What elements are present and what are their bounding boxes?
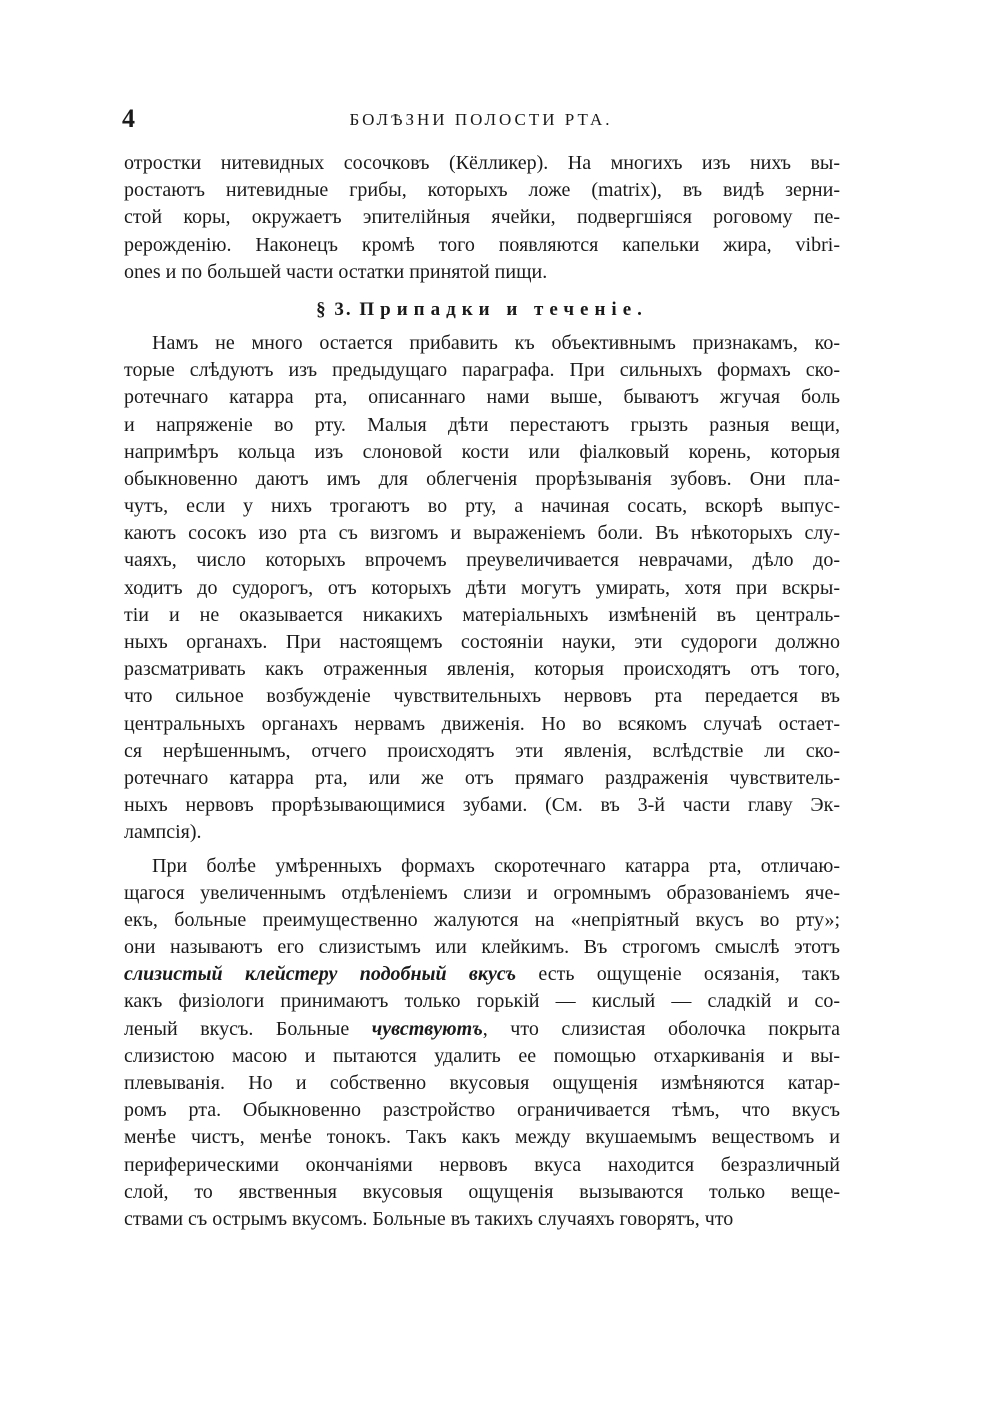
text-line: щагося увеличеннымъ отдѣленiемъ слизи и огромнымъ образованiемъ яче- xyxy=(124,881,840,904)
text-line: тiи и не оказывается никакихъ матерiальныхъ измѣненiй въ централь- xyxy=(124,603,840,626)
text-line: При болѣе умѣренныхъ формахъ скоротечнаго катарра рта, отличаю- xyxy=(152,854,840,877)
paragraph-2 xyxy=(124,330,840,847)
text-line: слизистою масою и пытаются удалить ее помощью отхаркиванiя и вы- xyxy=(124,1044,840,1067)
text-line: центральныхъ органахъ нервамъ движенiя. Но во всякомъ случаѣ остает- xyxy=(124,712,840,735)
running-title: БОЛѢЗНИ ПОЛОСТИ РТА. xyxy=(349,110,613,129)
text-line: разсматривать какъ отраженныя явленiя, которыя происходятъ отъ того, xyxy=(124,658,840,681)
text-line: ходитъ до судорогъ, отъ которыхъ дѣти могутъ умирать, хотя при вскры- xyxy=(124,576,840,599)
text-line: они называютъ его слизистымъ или клейкимъ. Въ строгомъ смыслѣ этотъ xyxy=(124,936,840,959)
text-line: что сильное возбужденiе чувствительныхъ нервовъ рта передается въ xyxy=(124,685,840,708)
section-title: Припадки и теченiе. xyxy=(359,298,648,320)
text-line: Намъ не много остается прибавить къ объективнымъ признакамъ, ко- xyxy=(152,331,840,354)
text-line: каютъ сосокъ изо рта съ визгомъ и выраженiемъ боли. Въ нѣкоторыхъ слу- xyxy=(124,522,840,545)
text-line: ротечнаго катарра рта, описаннаго нами выше, бываютъ жгучая боль xyxy=(124,386,840,409)
text-line: чаяхъ, число которыхъ впрочемъ преувеличивается неврачами, дѣло до- xyxy=(124,549,840,572)
body-text xyxy=(124,150,840,1233)
text-line: слизистый клейстеру подобный вкусъ есть ощущенiе осязанiя, такъ xyxy=(124,963,840,986)
text-line: плевыванiя. Но и собственно вкусовыя ощущенiя измѣняются катар- xyxy=(124,1072,840,1094)
text-line: ромъ рта. Обыкновенно разстройство ограничивается тѣмъ, что вкусъ xyxy=(124,1099,840,1122)
text-line: периферическими окончанiями нервовъ вкуса находится безразличный xyxy=(124,1153,840,1176)
paragraph-1 xyxy=(124,150,840,286)
text-line: екъ, больные преимущественно жалуются на «непрiятный вкусъ во рту»; xyxy=(124,908,840,931)
text-line: ones и по большей части остатки принятой пищи. xyxy=(124,260,548,283)
text-line: какъ физiологи принимаютъ только горькiй — кислый — сладкiй и со- xyxy=(124,990,840,1013)
text-line: ростаютъ нитевидные грибы, которыхъ ложе (matrix), въ видѣ зерни- xyxy=(124,179,840,202)
text-line: стой коры, окружаетъ эпителiйныя ячейки, подвергшiяся роговому пе- xyxy=(124,206,840,229)
text-line: ныхъ нервовъ прорѣзывающимися зубами. (См. въ 3-й части главу Эк- xyxy=(124,794,840,817)
text-line: слой, то явственныя вкусовыя ощущенiя вызываются только веще- xyxy=(124,1180,840,1203)
text-line: отростки нитевидных сосочковъ (Кёлликер). На многихъ изъ нихъ вы- xyxy=(124,152,840,174)
text-line: напримѣръ кольца изъ слоновой кости или фiалковый корень, которыя xyxy=(124,440,840,463)
page-number: 4 xyxy=(122,104,135,133)
page-header xyxy=(122,104,840,134)
section-number: § 3. xyxy=(316,298,353,320)
text-line: лампсiя). xyxy=(124,821,202,844)
section-heading xyxy=(124,290,840,330)
paragraph-3 xyxy=(124,853,840,1234)
text-line: ныхъ органахъ. При настоящемъ состоянiи науки, эти судороги должно xyxy=(124,631,840,653)
text-line: и напряженiе во рту. Малыя дѣти перестаютъ грызть разныя вещи, xyxy=(124,413,840,436)
text-line: ся нерѣшеннымъ, отчего происходятъ эти явленiя, вслѣдствiе ли ско- xyxy=(124,739,840,762)
text-line: леный вкусъ. Больные чувствуютъ, что слизистая оболочка покрыта xyxy=(124,1017,840,1040)
text-line: торые слѣдуютъ изъ предыдущаго параграфа. При сильныхъ формахъ ско- xyxy=(124,359,840,382)
text-line: рерожденiю. Наконецъ кромѣ того появляются капельки жира, vibri- xyxy=(124,233,840,256)
text-line: менѣе чистъ, менѣе тонокъ. Такъ какъ между вкушаемымъ веществомъ и xyxy=(124,1126,840,1149)
text-line: чутъ, если у нихъ трогаютъ во рту, а начиная сосать, вскорѣ выпус- xyxy=(124,495,840,518)
text-line: обыкновенно даютъ имъ для облегченiя прорѣзыванiя зубовъ. Они пла- xyxy=(124,467,840,490)
text-line: ствами съ острымъ вкусомъ. Больные въ такихъ случаяхъ говорятъ, что xyxy=(124,1207,734,1230)
text-line: ротечнаго катарра рта, или же отъ прямаго раздраженiя чувствитель- xyxy=(124,766,840,789)
